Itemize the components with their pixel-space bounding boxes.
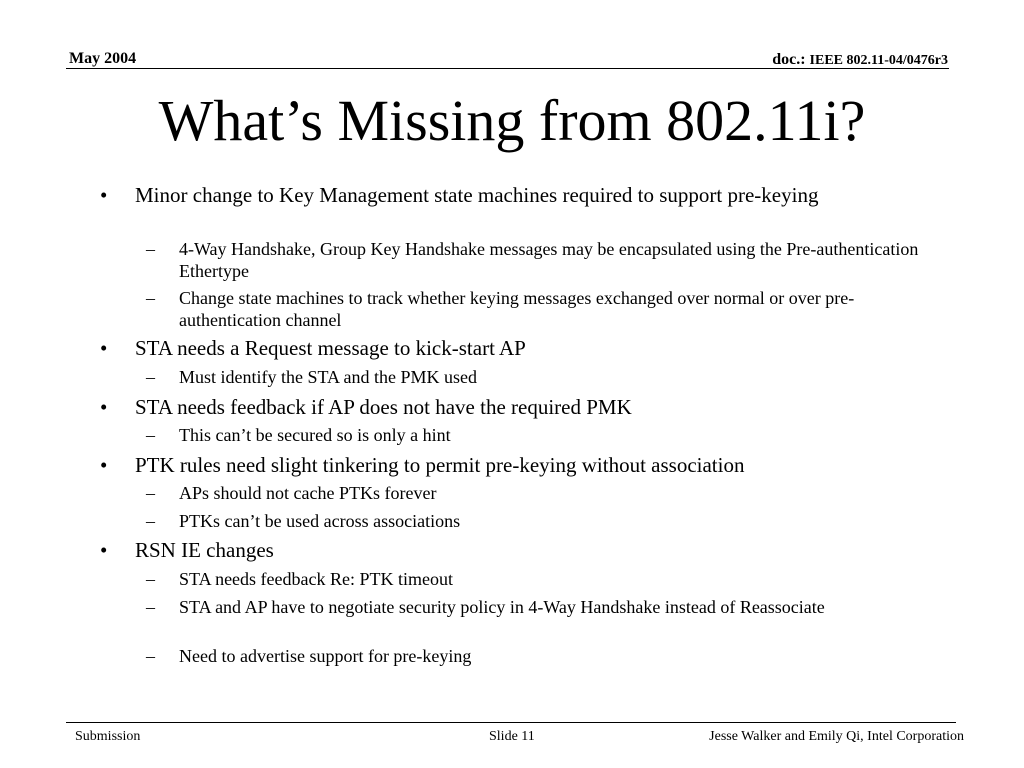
dash-marker: – xyxy=(146,425,155,445)
sub-bullet-text: STA and AP have to negotiate security policy in 4-Way Handshake instead of Reassociate xyxy=(179,597,825,617)
sub-bullet-text: Must identify the STA and the PMK used xyxy=(179,367,478,387)
header-doc-label: doc.: xyxy=(772,51,806,68)
dash-marker: – xyxy=(146,239,155,259)
bullet-text: RSN IE changes xyxy=(135,538,274,562)
bullet-text: STA needs feedback if AP does not have the required PMK xyxy=(135,395,632,419)
dash-marker: – xyxy=(146,483,155,503)
sub-bullet-text: This can’t be secured so is only a hint xyxy=(179,425,451,445)
sub-bullet-item xyxy=(146,238,946,282)
sub-bullet-item xyxy=(146,645,946,667)
sub-bullet-item xyxy=(146,424,946,446)
dash-marker: – xyxy=(146,288,155,308)
footer-divider xyxy=(66,722,956,723)
sub-bullet-item xyxy=(146,596,946,618)
footer-slide-number: Slide 11 xyxy=(489,729,535,744)
bullet-marker: • xyxy=(100,183,108,207)
sub-bullet-text: PTKs can’t be used across associations xyxy=(179,511,461,531)
bullet-text: STA needs a Request message to kick-start AP xyxy=(135,336,526,360)
dash-marker: – xyxy=(146,367,155,387)
bullet-item xyxy=(100,453,930,477)
sub-bullet-item xyxy=(146,287,946,331)
header-date: May 2004 xyxy=(69,50,137,67)
sub-bullet-text: APs should not cache PTKs forever xyxy=(179,483,437,503)
sub-bullet-item xyxy=(146,568,946,590)
bullet-marker: • xyxy=(100,336,108,360)
bullet-marker: • xyxy=(100,538,108,562)
sub-bullet-item xyxy=(146,482,946,504)
slide-title: What’s Missing from 802.11i? xyxy=(158,88,866,153)
dash-marker: – xyxy=(146,597,155,617)
sub-bullet-text: Change state machines to track whether keying messages exchanged over normal or over pre-authentication channel xyxy=(179,288,855,330)
footer-submission: Submission xyxy=(75,729,141,744)
bullet-text: PTK rules need slight tinkering to permit pre-keying without association xyxy=(135,453,745,477)
bullet-item xyxy=(100,395,930,419)
bullet-item xyxy=(100,183,930,207)
dash-marker: – xyxy=(146,511,155,531)
dash-marker: – xyxy=(146,569,155,589)
bullet-marker: • xyxy=(100,453,108,477)
sub-bullet-text: Need to advertise support for pre-keying xyxy=(179,646,472,666)
bullet-text: Minor change to Key Management state machines required to support pre-keying xyxy=(135,183,819,207)
footer-authors: Jesse Walker and Emily Qi, Intel Corporation xyxy=(709,729,964,744)
bullet-item xyxy=(100,538,930,562)
sub-bullet-item xyxy=(146,366,946,388)
sub-bullet-text: STA needs feedback Re: PTK timeout xyxy=(179,569,453,589)
sub-bullet-item xyxy=(146,510,946,532)
bullet-item xyxy=(100,336,930,360)
header-doc-number: IEEE 802.11-04/0476r3 xyxy=(809,53,948,68)
dash-marker: – xyxy=(146,646,155,666)
bullet-marker: • xyxy=(100,395,108,419)
sub-bullet-text: 4-Way Handshake, Group Key Handshake messages may be encapsulated using the Pre-authentication Ethertype xyxy=(179,239,919,281)
